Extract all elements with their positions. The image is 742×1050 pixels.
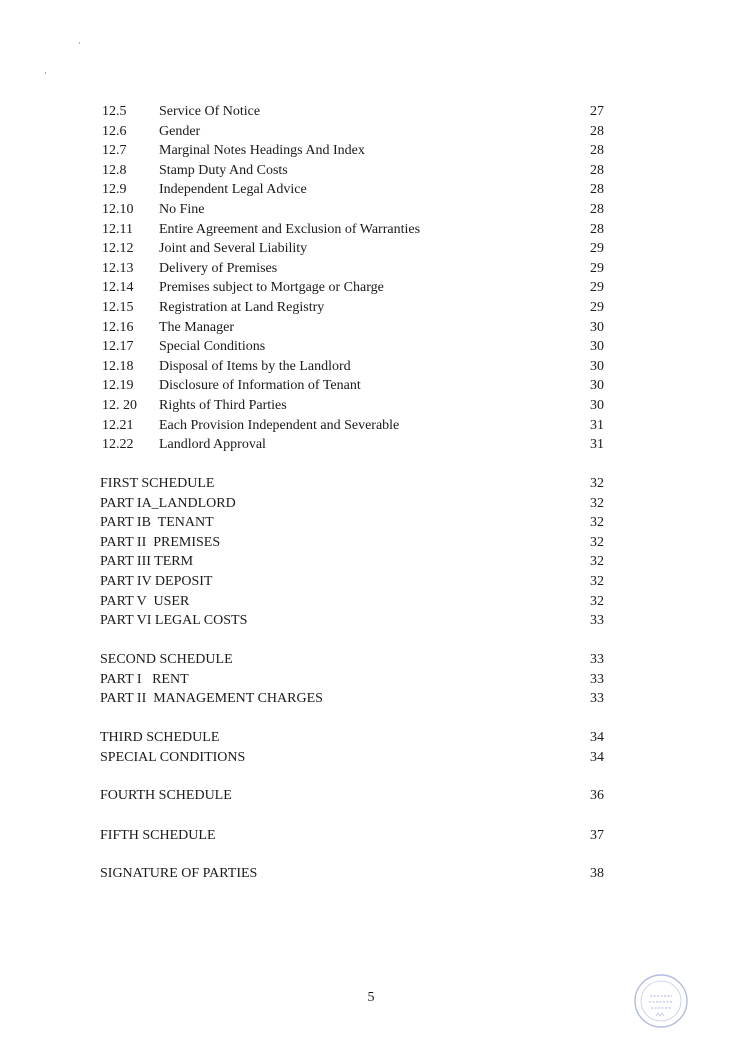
toc-entry[interactable] (0, 396, 742, 416)
toc-title: Joint and Several Liability (159, 241, 308, 257)
toc-title: FIFTH SCHEDULE (100, 827, 216, 843)
toc-entry[interactable] (0, 239, 742, 259)
toc-page: 33 (590, 652, 604, 667)
toc-page: 28 (590, 162, 604, 178)
toc-title: PART VI LEGAL COSTS (100, 613, 248, 629)
toc-entry[interactable] (0, 435, 742, 455)
toc-page: 30 (590, 358, 604, 374)
toc-page: 32 (590, 554, 604, 570)
toc-entry[interactable] (0, 141, 742, 161)
toc-number: 12.22 (102, 437, 134, 453)
toc-number: 12.8 (102, 162, 127, 178)
toc-title: PART II PREMISES (100, 534, 221, 550)
toc-page: 38 (590, 866, 604, 882)
toc-entry[interactable] (0, 533, 742, 553)
toc-entry[interactable] (0, 180, 742, 200)
toc-page: 34 (590, 749, 604, 765)
toc-number: 12.13 (102, 260, 134, 276)
toc-page: 32 (590, 476, 604, 491)
toc-number: 12.11 (102, 221, 133, 237)
toc-page: 30 (590, 398, 604, 413)
toc-title: FOURTH SCHEDULE (100, 788, 232, 804)
toc-number: 12.5 (102, 104, 127, 119)
toc-title: PART III TERM (100, 554, 194, 570)
toc-page: 34 (590, 730, 604, 745)
toc-title: PART V USER (100, 593, 190, 609)
toc-schedule-heading[interactable] (0, 826, 742, 846)
toc-entry[interactable] (0, 689, 742, 709)
toc-title: PART I RENT (100, 671, 189, 687)
toc-page: 29 (590, 260, 604, 276)
toc-page: 30 (590, 339, 604, 355)
toc-page: 36 (590, 788, 604, 804)
toc-title: SIGNATURE OF PARTIES (100, 866, 258, 882)
toc-page: 33 (590, 613, 604, 629)
toc-number: 12.19 (102, 378, 134, 394)
toc-entry[interactable] (0, 611, 742, 631)
toc-entry[interactable] (0, 161, 742, 181)
toc-page: 27 (590, 104, 604, 119)
toc-title: Each Provision Independent and Severable (159, 417, 400, 433)
toc-entry[interactable] (0, 220, 742, 240)
toc-entry[interactable] (0, 259, 742, 279)
toc-page: 32 (590, 495, 604, 511)
toc-entry[interactable] (0, 200, 742, 220)
toc-title: Stamp Duty And Costs (159, 162, 288, 178)
toc-entry[interactable] (0, 337, 742, 357)
toc-entry[interactable] (0, 592, 742, 612)
toc-title: Entire Agreement and Exclusion of Warranties (159, 221, 421, 237)
toc-title: PART II MANAGEMENT CHARGES (100, 691, 323, 707)
scan-speck: · (78, 38, 81, 48)
toc-number: 12.16 (102, 319, 134, 335)
toc-signature-entry[interactable] (0, 864, 742, 884)
toc-number: 12.9 (102, 182, 127, 198)
toc-entry[interactable] (0, 670, 742, 690)
toc-page: 28 (590, 221, 604, 237)
toc-title: No Fine (159, 202, 205, 217)
toc-entry[interactable] (0, 278, 742, 298)
toc-title: Special Conditions (159, 339, 266, 355)
toc-entry[interactable] (0, 298, 742, 318)
toc-number: 12.10 (102, 202, 134, 217)
toc-entry[interactable] (0, 748, 742, 768)
toc-title: SPECIAL CONDITIONS (100, 749, 246, 765)
toc-entry[interactable] (0, 357, 742, 377)
toc-number: 12.14 (102, 280, 134, 296)
toc-title: THIRD SCHEDULE (100, 730, 220, 745)
toc-title: PART IV DEPOSIT (100, 574, 213, 589)
toc-title: Premises subject to Mortgage or Charge (159, 280, 384, 296)
toc-title: Service Of Notice (159, 104, 261, 119)
toc-page: 30 (590, 378, 604, 394)
toc-page: 31 (590, 437, 604, 453)
toc-schedule-heading[interactable] (0, 650, 742, 670)
toc-title: Independent Legal Advice (159, 182, 307, 198)
toc-page: 33 (590, 691, 604, 707)
toc-page: 28 (590, 143, 604, 159)
toc-page: 29 (590, 300, 604, 315)
toc-page: 37 (590, 827, 604, 843)
toc-title: Marginal Notes Headings And Index (159, 143, 365, 159)
toc-title: PART IB TENANT (100, 515, 214, 531)
toc-schedule-heading[interactable] (0, 474, 742, 494)
toc-page: 32 (590, 593, 604, 609)
toc-page: 28 (590, 182, 604, 198)
toc-entry[interactable] (0, 318, 742, 338)
toc-entry[interactable] (0, 513, 742, 533)
toc-number: 12.6 (102, 123, 127, 139)
scan-speck: · (44, 68, 47, 78)
toc-page: 32 (590, 534, 604, 550)
toc-title: FIRST SCHEDULE (100, 476, 215, 491)
toc-number: 12. 20 (102, 398, 137, 413)
toc-number: 12.12 (102, 241, 134, 257)
toc-title: SECOND SCHEDULE (100, 652, 233, 667)
toc-page: 29 (590, 241, 604, 257)
toc-number: 12.21 (102, 417, 134, 433)
toc-title: Disclosure of Information of Tenant (159, 378, 361, 394)
toc-title: Delivery of Premises (159, 260, 278, 276)
toc-entry[interactable] (0, 552, 742, 572)
toc-schedule-heading[interactable] (0, 728, 742, 748)
toc-page: 29 (590, 280, 604, 296)
toc-number: 12.18 (102, 358, 134, 374)
toc-page: 32 (590, 515, 604, 531)
toc-page: 28 (590, 123, 604, 139)
toc-number: 12.17 (102, 339, 134, 355)
toc-page: 31 (590, 417, 604, 433)
toc-page: 33 (590, 671, 604, 687)
toc-title: PART IA_LANDLORD (100, 495, 236, 511)
toc-page: 32 (590, 574, 604, 589)
toc-schedule-heading[interactable] (0, 786, 742, 806)
toc-title: Rights of Third Parties (159, 398, 287, 413)
toc-title: Registration at Land Registry (159, 300, 325, 315)
toc-entry[interactable] (0, 376, 742, 396)
toc-title: Gender (159, 123, 201, 139)
toc-entry[interactable] (0, 572, 742, 592)
toc-entry[interactable] (0, 122, 742, 142)
toc-entry[interactable] (0, 416, 742, 436)
toc-title: The Manager (159, 319, 235, 335)
toc-entry[interactable] (0, 494, 742, 514)
toc-title: Disposal of Items by the Landlord (159, 358, 351, 374)
toc-page: 30 (590, 319, 604, 335)
toc-number: 12.7 (102, 143, 127, 159)
toc-page: 28 (590, 202, 604, 217)
toc-entry[interactable] (0, 102, 742, 122)
seal-stamp-icon (632, 972, 690, 1030)
toc-title: Landlord Approval (159, 437, 266, 453)
page-number: 5 (367, 990, 375, 1005)
toc-number: 12.15 (102, 300, 134, 315)
